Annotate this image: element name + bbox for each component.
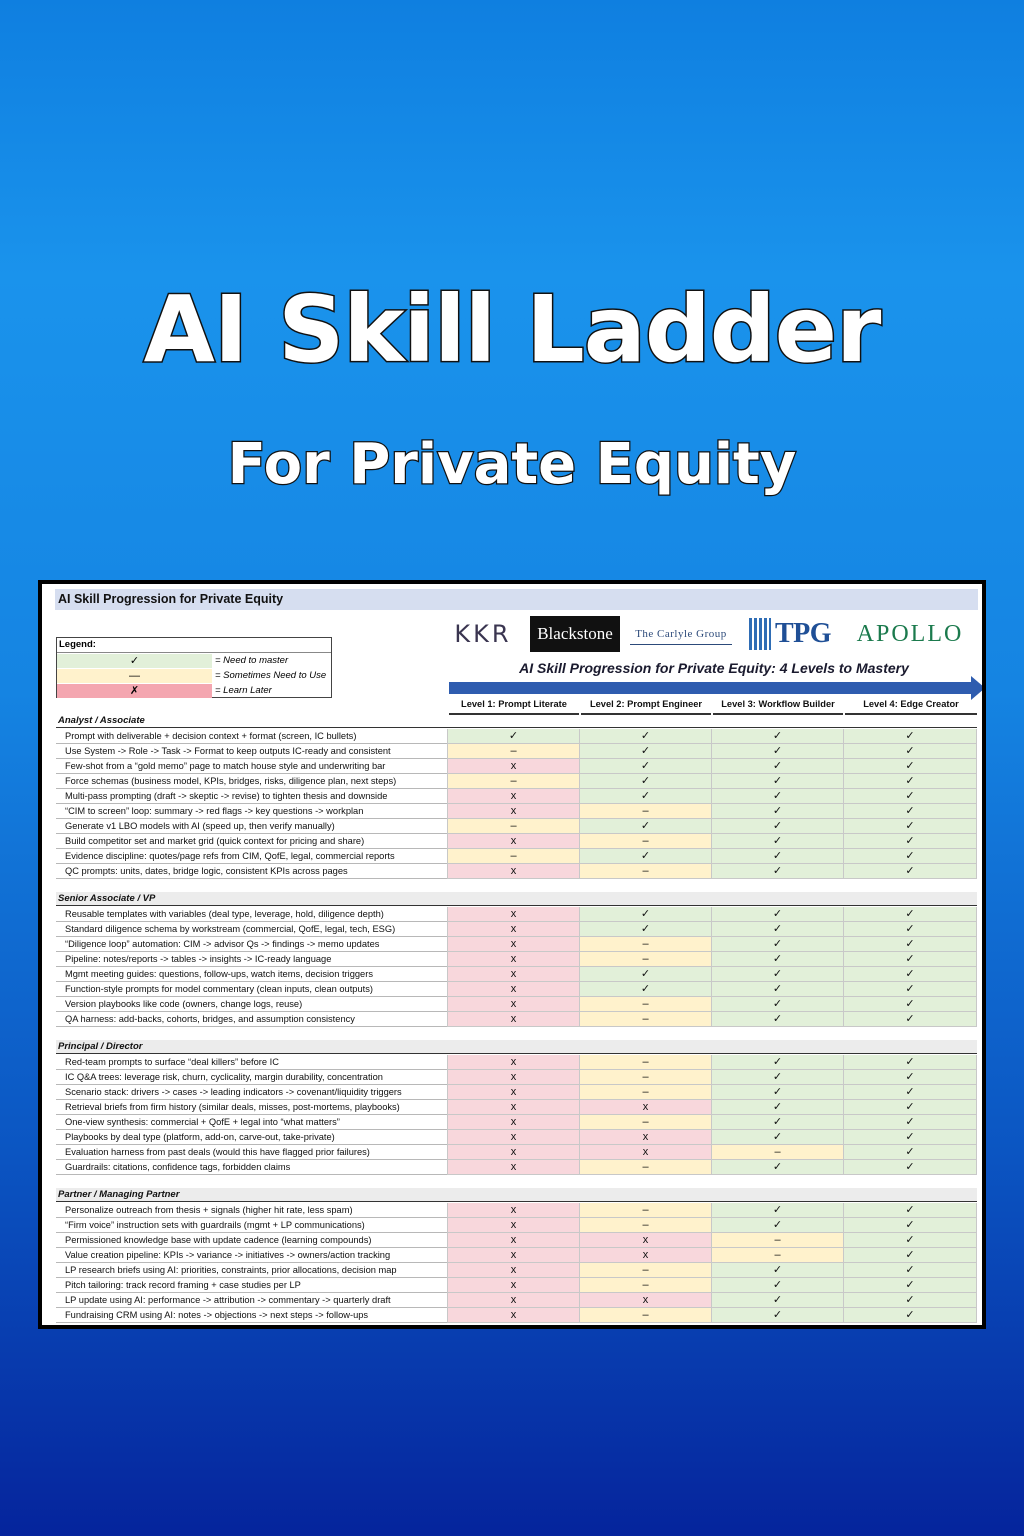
table-row	[56, 1233, 977, 1248]
level-cell-4: ✓	[843, 789, 977, 804]
level-cell-3: ✓	[711, 1263, 843, 1278]
level-cell-1: –	[447, 744, 579, 759]
level-cell-1: x	[447, 759, 579, 774]
section-header: Partner / Managing Partner	[56, 1188, 977, 1202]
level-cell-3: ✓	[711, 967, 843, 982]
level-cell-4: ✓	[843, 1145, 977, 1160]
level-cell-1: x	[447, 1085, 579, 1100]
level-cell-2: –	[579, 1278, 711, 1293]
level-cell-2: x	[579, 1293, 711, 1308]
table-row	[56, 834, 977, 849]
table-row	[56, 1012, 977, 1027]
table-row	[56, 1070, 977, 1085]
skill-description: Fundraising CRM using AI: notes -> objections -> next steps -> follow-ups	[56, 1308, 447, 1323]
level-cell-3: –	[711, 1233, 843, 1248]
tpg-mark-icon	[749, 618, 771, 650]
level-cell-2: ✓	[579, 744, 711, 759]
level-cell-1: x	[447, 1160, 579, 1175]
level-cell-3: ✓	[711, 1115, 843, 1130]
level-cell-4: ✓	[843, 849, 977, 864]
level-cell-1: x	[447, 1233, 579, 1248]
level-cell-2: –	[579, 1085, 711, 1100]
level-cell-2: –	[579, 1055, 711, 1070]
dash-icon: —	[57, 669, 212, 683]
skill-description: Prompt with deliverable + decision context + format (screen, IC bullets)	[56, 729, 447, 744]
level-cell-4: ✓	[843, 1203, 977, 1218]
level-cell-4: ✓	[843, 1160, 977, 1175]
level-cell-2: x	[579, 1100, 711, 1115]
skill-description: Value creation pipeline: KPIs -> variance -> initiatives -> owners/action tracking	[56, 1248, 447, 1263]
level-cell-4: ✓	[843, 937, 977, 952]
level-cell-3: ✓	[711, 759, 843, 774]
spreadsheet-image	[38, 580, 986, 1329]
table-row	[56, 1293, 977, 1308]
column-header-level-2: Level 2: Prompt Engineer	[581, 699, 711, 715]
skill-description: Build competitor set and market grid (quick context for pricing and share)	[56, 834, 447, 849]
level-cell-4: ✓	[843, 834, 977, 849]
level-cell-4: ✓	[843, 759, 977, 774]
skill-description: Multi-pass prompting (draft -> skeptic -> revise) to tighten thesis and downside	[56, 789, 447, 804]
blackstone-logo: Blackstone	[530, 616, 620, 652]
level-cell-2: –	[579, 864, 711, 879]
level-cell-3: ✓	[711, 982, 843, 997]
legend-item-master	[57, 653, 331, 668]
level-cell-2: ✓	[579, 774, 711, 789]
table-row	[56, 937, 977, 952]
level-cell-2: –	[579, 952, 711, 967]
table-row	[56, 982, 977, 997]
level-cell-1: x	[447, 834, 579, 849]
skill-description: Playbooks by deal type (platform, add-on, carve-out, take-private)	[56, 1130, 447, 1145]
level-cell-1: x	[447, 1145, 579, 1160]
level-cell-4: ✓	[843, 1115, 977, 1130]
level-cell-3: –	[711, 1248, 843, 1263]
level-cell-4: ✓	[843, 1085, 977, 1100]
table-row	[56, 849, 977, 864]
level-cell-4: ✓	[843, 1070, 977, 1085]
level-cell-2: ✓	[579, 982, 711, 997]
level-cell-3: ✓	[711, 1070, 843, 1085]
table-row	[56, 1100, 977, 1115]
level-cell-4: ✓	[843, 744, 977, 759]
level-cell-3: ✓	[711, 1160, 843, 1175]
firm-logos	[442, 614, 982, 654]
level-cell-4: ✓	[843, 729, 977, 744]
level-cell-2: ✓	[579, 759, 711, 774]
level-cell-3: ✓	[711, 1293, 843, 1308]
level-cell-4: ✓	[843, 1233, 977, 1248]
level-cell-1: x	[447, 789, 579, 804]
level-cell-3: ✓	[711, 907, 843, 922]
level-cell-2: –	[579, 997, 711, 1012]
level-cell-2: –	[579, 1160, 711, 1175]
skill-description: QA harness: add-backs, cohorts, bridges, and assumption consistency	[56, 1012, 447, 1027]
legend-label: = Sometimes Need to Use	[215, 670, 327, 681]
level-cell-4: ✓	[843, 1248, 977, 1263]
level-cell-3: ✓	[711, 922, 843, 937]
table-row	[56, 1203, 977, 1218]
skill-description: QC prompts: units, dates, bridge logic, consistent KPIs across pages	[56, 864, 447, 879]
hero-title: AI Skill Ladder	[143, 276, 881, 383]
skill-description: Few-shot from a “gold memo” page to match house style and underwriting bar	[56, 759, 447, 774]
skill-description: Permissioned knowledge base with update cadence (learning compounds)	[56, 1233, 447, 1248]
level-cell-1: x	[447, 1203, 579, 1218]
level-cell-1: x	[447, 1278, 579, 1293]
table-row	[56, 907, 977, 922]
level-cell-1: x	[447, 1293, 579, 1308]
legend	[56, 637, 332, 698]
level-cell-2: ✓	[579, 789, 711, 804]
level-cell-2: –	[579, 1263, 711, 1278]
level-cell-4: ✓	[843, 967, 977, 982]
skill-description: Retrieval briefs from firm history (similar deals, misses, post-mortems, playbooks)	[56, 1100, 447, 1115]
level-cell-3: ✓	[711, 819, 843, 834]
level-cell-3: ✓	[711, 952, 843, 967]
level-cell-1: x	[447, 1263, 579, 1278]
level-cell-2: –	[579, 1308, 711, 1323]
table-row	[56, 789, 977, 804]
level-cell-3: ✓	[711, 1055, 843, 1070]
level-cell-2: –	[579, 1203, 711, 1218]
sheet-title: AI Skill Progression for Private Equity	[55, 589, 978, 610]
level-cell-3: ✓	[711, 1278, 843, 1293]
level-cell-1: ✓	[447, 729, 579, 744]
skill-description: Standard diligence schema by workstream (commercial, QofE, legal, tech, ESG)	[56, 922, 447, 937]
skill-description: Evaluation harness from past deals (would this have flagged prior failures)	[56, 1145, 447, 1160]
level-cell-3: ✓	[711, 1085, 843, 1100]
level-cell-4: ✓	[843, 982, 977, 997]
legend-label: = Need to master	[215, 655, 289, 666]
progression-arrow	[449, 682, 974, 694]
level-cell-4: ✓	[843, 1263, 977, 1278]
level-cell-4: ✓	[843, 1055, 977, 1070]
level-cell-1: x	[447, 1308, 579, 1323]
level-cell-2: x	[579, 1233, 711, 1248]
level-cell-2: ✓	[579, 967, 711, 982]
level-cell-4: ✓	[843, 1218, 977, 1233]
level-cell-1: x	[447, 952, 579, 967]
skill-description: Mgmt meeting guides: questions, follow-ups, watch items, decision triggers	[56, 967, 447, 982]
table-row	[56, 804, 977, 819]
table-row	[56, 864, 977, 879]
skill-description: Red-team prompts to surface “deal killers” before IC	[56, 1055, 447, 1070]
skill-description: IC Q&A trees: leverage risk, churn, cyclicality, margin durability, concentration	[56, 1070, 447, 1085]
level-cell-2: x	[579, 1130, 711, 1145]
arrow-head-icon	[971, 676, 982, 700]
skill-description: Reusable templates with variables (deal type, leverage, hold, diligence depth)	[56, 907, 447, 922]
check-icon: ✓	[57, 654, 212, 668]
level-cell-1: –	[447, 819, 579, 834]
level-cell-4: ✓	[843, 819, 977, 834]
skill-description: Function-style prompts for model commentary (clean inputs, clean outputs)	[56, 982, 447, 997]
table-row	[56, 1278, 977, 1293]
level-cell-1: x	[447, 804, 579, 819]
table-row	[56, 744, 977, 759]
level-cell-2: –	[579, 1218, 711, 1233]
section-header: Analyst / Associate	[56, 714, 977, 728]
level-cell-4: ✓	[843, 997, 977, 1012]
level-cell-3: ✓	[711, 864, 843, 879]
level-cell-1: x	[447, 937, 579, 952]
level-cell-1: –	[447, 849, 579, 864]
level-cell-3: ✓	[711, 1130, 843, 1145]
skill-description: Pipeline: notes/reports -> tables -> insights -> IC-ready language	[56, 952, 447, 967]
skill-description: LP research briefs using AI: priorities, constraints, prior allocations, decision map	[56, 1263, 447, 1278]
skill-description: Scenario stack: drivers -> cases -> leading indicators -> covenant/liquidity triggers	[56, 1085, 447, 1100]
level-cell-3: ✓	[711, 849, 843, 864]
level-cell-3: ✓	[711, 789, 843, 804]
skill-description: “Firm voice” instruction sets with guardrails (mgmt + LP communications)	[56, 1218, 447, 1233]
level-cell-1: x	[447, 982, 579, 997]
level-cell-1: x	[447, 907, 579, 922]
skill-description: Guardrails: citations, confidence tags, forbidden claims	[56, 1160, 447, 1175]
progression-title: AI Skill Progression for Private Equity: 4 Levels to Mastery	[519, 660, 909, 676]
cross-icon: ✗	[57, 684, 212, 698]
level-cell-2: ✓	[579, 907, 711, 922]
table-row	[56, 1160, 977, 1175]
level-cell-1: –	[447, 774, 579, 789]
table-row	[56, 1055, 977, 1070]
level-cell-4: ✓	[843, 804, 977, 819]
table-row	[56, 1263, 977, 1278]
legend-label: = Learn Later	[215, 685, 272, 696]
level-cell-1: x	[447, 922, 579, 937]
level-cell-2: –	[579, 1070, 711, 1085]
level-cell-4: ✓	[843, 864, 977, 879]
column-header-level-3: Level 3: Workflow Builder	[713, 699, 843, 715]
skill-description: Evidence discipline: quotes/page refs from CIM, QofE, legal, commercial reports	[56, 849, 447, 864]
table-row	[56, 1115, 977, 1130]
level-cell-2: ✓	[579, 849, 711, 864]
level-cell-4: ✓	[843, 907, 977, 922]
level-cell-3: ✓	[711, 744, 843, 759]
level-cell-1: x	[447, 967, 579, 982]
skill-description: Pitch tailoring: track record framing + case studies per LP	[56, 1278, 447, 1293]
skill-description: Personalize outreach from thesis + signals (higher hit rate, less spam)	[56, 1203, 447, 1218]
level-cell-3: ✓	[711, 834, 843, 849]
legend-title: Legend:	[57, 638, 331, 653]
level-cell-1: x	[447, 1115, 579, 1130]
kkr-logo: KKR	[454, 620, 512, 648]
level-cell-4: ✓	[843, 1100, 977, 1115]
level-cell-3: –	[711, 1145, 843, 1160]
level-cell-2: ✓	[579, 729, 711, 744]
level-cell-2: –	[579, 804, 711, 819]
table-row	[56, 997, 977, 1012]
level-cell-1: x	[447, 1248, 579, 1263]
tpg-wordmark: TPG	[774, 618, 832, 649]
level-cell-4: ✓	[843, 1308, 977, 1323]
skill-description: Use System -> Role -> Task -> Format to keep outputs IC-ready and consistent	[56, 744, 447, 759]
table-row	[56, 952, 977, 967]
level-cell-2: –	[579, 937, 711, 952]
level-cell-3: ✓	[711, 1203, 843, 1218]
level-cell-4: ✓	[843, 1293, 977, 1308]
table-row	[56, 1308, 977, 1323]
column-header-level-1: Level 1: Prompt Literate	[449, 699, 579, 715]
level-cell-4: ✓	[843, 1278, 977, 1293]
level-cell-3: ✓	[711, 729, 843, 744]
skill-description: Version playbooks like code (owners, change logs, reuse)	[56, 997, 447, 1012]
level-cell-2: x	[579, 1145, 711, 1160]
level-cell-3: ✓	[711, 1218, 843, 1233]
level-cell-1: x	[447, 1055, 579, 1070]
table-row	[56, 922, 977, 937]
table-row	[56, 1145, 977, 1160]
level-cell-4: ✓	[843, 952, 977, 967]
level-cell-3: ✓	[711, 1308, 843, 1323]
level-cell-1: x	[447, 997, 579, 1012]
table-row	[56, 1218, 977, 1233]
level-cell-3: ✓	[711, 774, 843, 789]
section-header: Principal / Director	[56, 1040, 977, 1054]
level-cell-3: ✓	[711, 1100, 843, 1115]
level-cell-2: x	[579, 1248, 711, 1263]
level-cell-3: ✓	[711, 804, 843, 819]
level-cell-1: x	[447, 864, 579, 879]
table-row	[56, 1248, 977, 1263]
legend-item-sometimes	[57, 668, 331, 683]
table-row	[56, 1085, 977, 1100]
skill-description: LP update using AI: performance -> attribution -> commentary -> quarterly draft	[56, 1293, 447, 1308]
carlyle-logo: The Carlyle Group	[630, 624, 732, 645]
level-cell-2: ✓	[579, 819, 711, 834]
level-cell-1: x	[447, 1070, 579, 1085]
level-cell-3: ✓	[711, 1012, 843, 1027]
section-header: Senior Associate / VP	[56, 892, 977, 906]
table-row	[56, 729, 977, 744]
table-row	[56, 967, 977, 982]
level-cell-2: –	[579, 1115, 711, 1130]
skill-description: “CIM to screen” loop: summary -> red flags -> key questions -> workplan	[56, 804, 447, 819]
legend-item-later	[57, 683, 331, 698]
tpg-logo	[744, 614, 836, 654]
skill-description: Force schemas (business model, KPIs, bridges, risks, diligence plan, next steps)	[56, 774, 447, 789]
level-cell-3: ✓	[711, 937, 843, 952]
table-row	[56, 819, 977, 834]
table-row	[56, 1130, 977, 1145]
skill-description: One-view synthesis: commercial + QofE + legal into “what matters”	[56, 1115, 447, 1130]
skill-description: Generate v1 LBO models with AI (speed up, then verify manually)	[56, 819, 447, 834]
table-row	[56, 774, 977, 789]
level-cell-1: x	[447, 1100, 579, 1115]
level-cell-3: ✓	[711, 997, 843, 1012]
level-cell-4: ✓	[843, 922, 977, 937]
level-cell-1: x	[447, 1218, 579, 1233]
level-cell-2: –	[579, 1012, 711, 1027]
level-cell-1: x	[447, 1012, 579, 1027]
level-cell-1: x	[447, 1130, 579, 1145]
level-cell-4: ✓	[843, 1130, 977, 1145]
apollo-logo: APOLLO	[856, 620, 964, 647]
column-header-level-4: Level 4: Edge Creator	[845, 699, 977, 715]
hero-subtitle: For Private Equity	[227, 432, 797, 497]
level-cell-4: ✓	[843, 774, 977, 789]
level-cell-4: ✓	[843, 1012, 977, 1027]
spreadsheet-canvas	[42, 584, 982, 1325]
level-cell-2: –	[579, 834, 711, 849]
table-row	[56, 759, 977, 774]
level-cell-2: ✓	[579, 922, 711, 937]
skill-description: “Diligence loop” automation: CIM -> advisor Qs -> findings -> memo updates	[56, 937, 447, 952]
